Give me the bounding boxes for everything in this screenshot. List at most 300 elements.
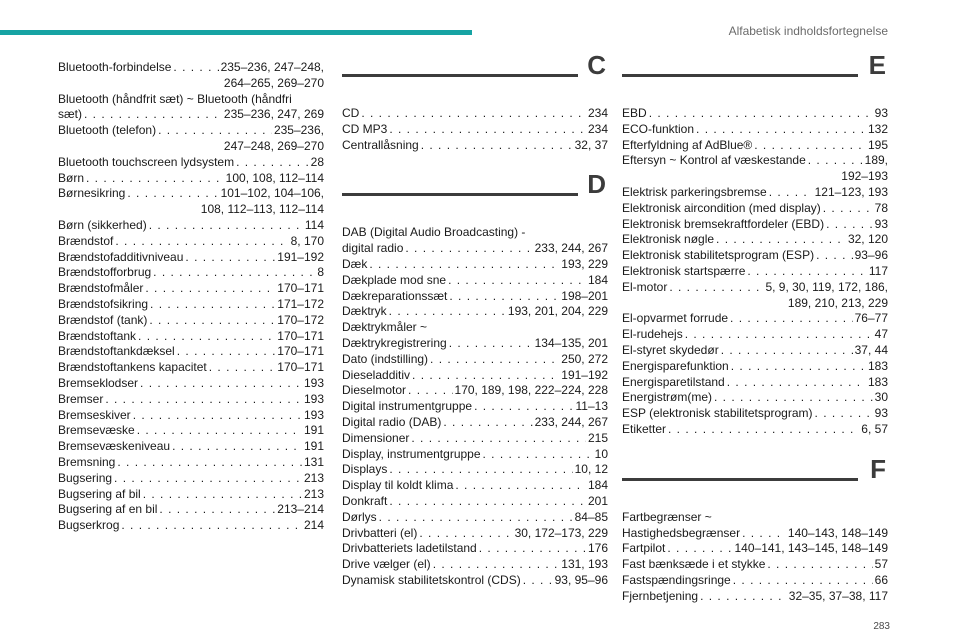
index-entry-line (342, 526, 608, 542)
leader-dots (474, 399, 573, 415)
letter-heading-rule (622, 478, 858, 481)
leader-dots (86, 171, 224, 187)
index-entry-term: CD (342, 106, 360, 120)
index-entry-line (58, 518, 324, 534)
index-entry-pages: 93 (874, 406, 888, 421)
index-entry (622, 573, 888, 589)
index-entry-pages: 32–35, 37–38, 117 (788, 588, 888, 603)
index-entry-pages: 213–214 (277, 502, 324, 517)
index-entry (342, 541, 608, 557)
index-entry-pages: 5, 9, 30, 119, 172, 186, (765, 279, 888, 294)
leader-dots (730, 311, 853, 327)
index-entry-pages: 8, 170 (290, 233, 324, 248)
index-entry-pages: 184 (587, 478, 608, 493)
index-entry-term: Display, instrumentgruppe (342, 446, 481, 461)
index-entry-line (58, 186, 324, 202)
index-entry-pages-continued: 192–193 (841, 169, 888, 184)
index-entry-line (58, 329, 324, 345)
index-entry-pages: 170–171 (277, 344, 324, 359)
index-entry-term: Bugsering (58, 470, 113, 485)
index-entry-pages: 233, 244, 267 (534, 414, 608, 429)
index-entry (622, 422, 888, 438)
header-accent-bar (0, 30, 472, 35)
leader-dots (716, 232, 846, 248)
leader-dots (700, 589, 787, 605)
index-entry-line (342, 241, 608, 257)
index-entry (58, 502, 324, 518)
leader-dots (389, 494, 586, 510)
index-entry-term-prefix: Bluetooth (håndfrit sæt) ~ Bluetooth (håndfri (58, 91, 292, 106)
index-entry-pages: 66 (874, 572, 888, 587)
leader-dots (685, 327, 873, 343)
index-entry-line (622, 375, 888, 391)
index-entry (342, 415, 608, 431)
index-entry-term: Digital instrumentgruppe (342, 399, 473, 414)
index-entry-pages: 213 (303, 470, 324, 485)
index-entry-line (58, 297, 324, 313)
index-entry-line (342, 494, 608, 510)
index-entry (58, 297, 324, 313)
index-entry-line (58, 123, 324, 139)
index-entry (342, 138, 608, 154)
index-entry-term: Brændstofadditivniveau (58, 249, 184, 264)
index-entry (622, 359, 888, 375)
index-entry-pages: 32, 37 (574, 137, 608, 152)
leader-dots (823, 201, 873, 217)
index-entry (58, 518, 324, 534)
section-gap (622, 438, 888, 466)
index-entry-term: Bremseklodser (58, 375, 139, 390)
index-entry-term: El-styret skydedør (622, 342, 719, 357)
index-entry-line (58, 455, 324, 471)
index-entry (58, 218, 324, 234)
letter-heading-rule (342, 74, 578, 77)
index-entry-term: Dynamisk stabilitetskontrol (CDS) (342, 572, 521, 587)
leader-dots (430, 352, 559, 368)
leader-dots (153, 265, 315, 281)
leader-dots (408, 383, 452, 399)
leader-dots (649, 106, 873, 122)
leader-dots (159, 502, 275, 518)
letter-heading-letter: C (587, 50, 606, 80)
leader-dots (815, 406, 873, 422)
index-entry-term: Brændstofmåler (58, 281, 144, 296)
leader-dots (747, 264, 866, 280)
index-entry-line (58, 360, 324, 376)
index-entry-term-prefix: Fartbegrænser ~ (622, 509, 712, 524)
index-entry (622, 106, 888, 122)
index-entry-term: Drivbatteri (el) (342, 525, 418, 540)
index-entry (58, 439, 324, 455)
index-entry-pages: 170–172 (277, 312, 324, 327)
index-entry (58, 487, 324, 503)
index-entry-line (58, 171, 324, 187)
index-entry-term: Brændstof (tank) (58, 312, 148, 327)
index-entry-pages: 37, 44 (854, 342, 888, 357)
index-entry-term: El-motor (622, 279, 668, 294)
index-entry-pages: 170–171 (277, 281, 324, 296)
index-entry-line (342, 431, 608, 447)
index-entry-line (342, 273, 608, 289)
index-entry-line (622, 264, 888, 280)
index-entry-pages: 189, (864, 153, 888, 168)
leader-dots (145, 281, 275, 297)
leader-dots (177, 344, 276, 360)
index-entry-term: Brændstoftank (58, 328, 137, 343)
index-entry-line (622, 232, 888, 248)
leader-dots (405, 241, 532, 257)
leader-dots (369, 257, 559, 273)
index-entry-pages: 234 (587, 106, 608, 120)
index-entry-line (622, 343, 888, 359)
index-entry-line (342, 289, 608, 305)
leader-dots (421, 138, 573, 154)
index-entry-term: Energistrøm(me) (622, 390, 713, 405)
leader-dots (667, 541, 732, 557)
index-entry-pages: 171–172 (277, 296, 324, 311)
index-entry-term: Dækplade mod sne (342, 272, 447, 287)
leader-dots (754, 138, 866, 154)
index-entry-line (58, 60, 324, 76)
leader-dots (158, 123, 272, 139)
index-entry (58, 92, 324, 124)
section-gap (342, 153, 608, 181)
index-entry-line (58, 408, 324, 424)
index-entry (622, 185, 888, 201)
index-entry-term: ECO-funktion (622, 121, 695, 136)
index-entry-pages: 121–123, 193 (814, 184, 888, 199)
leader-dots (389, 304, 506, 320)
index-entry-pages: 193 (303, 375, 324, 390)
index-entry-term: Brændstoftankdæksel (58, 344, 175, 359)
leader-dots (714, 390, 873, 406)
index-entry-pages: 93–96 (854, 248, 888, 263)
index-entry-term: Elektronisk stabilitetsprogram (ESP) (622, 248, 815, 263)
index-entry-term: Bremsevæskeniveau (58, 439, 171, 454)
index-entry (622, 201, 888, 217)
index-entry (622, 138, 888, 154)
index-entry-pages: 131, 193 (561, 557, 608, 572)
index-entry-term: digital radio (342, 241, 404, 256)
index-entry-line (622, 526, 888, 542)
leader-dots (696, 122, 866, 138)
index-entry-line (622, 311, 888, 327)
index-column-1 (58, 60, 324, 534)
index-entry-term: Drivbatteriets ladetilstand (342, 541, 477, 556)
index-entry-term: Bremser (58, 391, 104, 406)
leader-dots (361, 106, 586, 122)
index-entry-line (342, 336, 608, 352)
index-entry (622, 264, 888, 280)
leader-dots (443, 415, 532, 431)
index-entry-term: Dieselmotor (342, 383, 407, 398)
leader-dots (808, 153, 863, 169)
index-entry (622, 541, 888, 557)
index-entry-pages: 183 (867, 374, 888, 389)
index-entry-pages: 193, 229 (561, 256, 608, 271)
index-entry (622, 153, 888, 185)
index-entry-line (342, 462, 608, 478)
leader-dots (150, 297, 275, 313)
index-entry-term: Hastighedsbegrænser (622, 525, 741, 540)
index-entry (58, 281, 324, 297)
index-entry-line (342, 352, 608, 368)
index-entry-pages: 215 (587, 430, 608, 445)
leader-dots (127, 186, 218, 202)
index-entry-term: Drive vælger (el) (342, 557, 431, 572)
leader-dots (721, 343, 853, 359)
index-entry-line (58, 265, 324, 281)
index-entry-line (622, 122, 888, 138)
index-entry-pages: 233, 244, 267 (534, 241, 608, 256)
index-entry-pages: 176 (587, 541, 608, 556)
leader-dots (114, 471, 302, 487)
index-entry (342, 383, 608, 399)
index-entry-pages-continued: 108, 112–113, 112–114 (200, 202, 324, 217)
index-entry-pages: 11–13 (575, 399, 608, 414)
index-entry (622, 390, 888, 406)
index-entry-line (342, 138, 608, 154)
leader-dots (389, 462, 572, 478)
leader-dots (172, 439, 302, 455)
index-entry-pages: 47 (874, 327, 888, 342)
index-entry-line (58, 471, 324, 487)
index-entry (622, 327, 888, 343)
leader-dots (727, 375, 866, 391)
index-entry-pages: 134–135, 201 (534, 335, 608, 350)
index-entry-term-prefix: DAB (Digital Audio Broadcasting) - (342, 225, 526, 240)
index-entry-pages: 28 (310, 154, 324, 169)
index-entry-pages: 193 (303, 407, 324, 422)
index-entry-line (342, 106, 608, 122)
index-entry-line (622, 589, 888, 605)
index-entry (342, 573, 608, 589)
index-entry-pages: 193 (303, 391, 324, 406)
index-entry-pages: 191 (303, 439, 324, 454)
index-entry-term: Bremsevæske (58, 423, 135, 438)
index-entry-pages: 183 (867, 358, 888, 373)
index-entry (342, 257, 608, 273)
index-entry-term: Elektronisk nøgle (622, 232, 715, 247)
index-entry-term: Fjernbetjening (622, 588, 699, 603)
leader-dots (412, 368, 559, 384)
index-entry-pages: 235–236, 247, 269 (223, 107, 324, 122)
index-entry (58, 186, 324, 218)
letter-heading-letter: E (868, 50, 886, 80)
index-entry (342, 510, 608, 526)
leader-dots (816, 248, 853, 264)
index-entry-line (58, 376, 324, 392)
index-entry-line (622, 573, 888, 589)
index-entry-pages: 170–171 (277, 328, 324, 343)
leader-dots (149, 313, 275, 329)
index-entry-line (622, 106, 888, 122)
index-entry-line (342, 257, 608, 273)
leader-dots (121, 518, 302, 534)
index-entry (622, 232, 888, 248)
index-entry (342, 399, 608, 415)
index-entry (622, 375, 888, 391)
letter-heading (342, 50, 608, 100)
index-entry-pages: 184 (587, 272, 608, 287)
section-title: Alfabetisk indholdsfortegnelse (728, 24, 888, 38)
index-entry-term: Børn (sikkerhed) (58, 217, 147, 232)
index-entry-pages: 10, 12 (574, 462, 608, 477)
leader-dots (133, 408, 302, 424)
index-column-3 (622, 50, 888, 605)
index-entry-line (622, 557, 888, 573)
index-entry-term: Dato (indstilling) (342, 351, 429, 366)
leader-dots (105, 392, 302, 408)
index-entry-pages: 32, 120 (847, 232, 888, 247)
leader-dots (769, 185, 813, 201)
leader-dots (449, 289, 559, 305)
index-entry-pages: 234 (587, 121, 608, 136)
index-entry (58, 455, 324, 471)
leader-dots (209, 360, 276, 376)
index-entry-line (342, 478, 608, 494)
index-entry-pages: 76–77 (854, 311, 888, 326)
index-entry-term: Børnesikring (58, 186, 126, 201)
index-entry (58, 123, 324, 155)
index-entry (342, 320, 608, 352)
index-entry-term: Bugsering af bil (58, 486, 141, 501)
index-entry-line (342, 573, 608, 589)
letter-heading-rule (622, 74, 858, 77)
index-entry-term: Brændstofforbrug (58, 265, 152, 280)
index-entry-term: Donkraft (342, 493, 388, 508)
index-entry-line (342, 304, 608, 320)
index-entry-line (342, 447, 608, 463)
leader-dots (455, 478, 586, 494)
leader-dots (115, 234, 288, 250)
index-entry-term: Display til koldt klima (342, 478, 454, 493)
index-entry-line (58, 155, 324, 171)
leader-dots (742, 526, 786, 542)
index-entry-term: Etiketter (622, 421, 667, 436)
index-entry-term: Fartpilot (622, 541, 666, 556)
index-entry-term: sæt) (58, 107, 82, 122)
index-entry-pages: 84–85 (574, 509, 608, 524)
leader-dots (479, 541, 586, 557)
leader-dots (433, 557, 560, 573)
index-entry (622, 557, 888, 573)
index-entry (58, 392, 324, 408)
index-entry-pages: 117 (868, 263, 888, 278)
index-entry (622, 589, 888, 605)
index-entry (342, 557, 608, 573)
index-entry (342, 368, 608, 384)
index-entry-pages: 57 (874, 557, 888, 572)
leader-dots (731, 359, 866, 375)
leader-dots (389, 122, 586, 138)
index-entry-term: Dæktrykregistrering (342, 335, 447, 350)
index-entry-term: Eftersyn ~ Kontrol af væskestande (622, 153, 806, 168)
index-entry (622, 406, 888, 422)
index-entry (342, 273, 608, 289)
index-entry-term: Dieseladditiv (342, 367, 411, 382)
index-entry-pages: 191–192 (277, 249, 324, 264)
index-entry (342, 304, 608, 320)
leader-dots (668, 422, 859, 438)
leader-dots (138, 329, 275, 345)
index-entry (58, 471, 324, 487)
index-entry (342, 526, 608, 542)
leader-dots (669, 280, 763, 296)
index-entry (58, 344, 324, 360)
index-entry (342, 478, 608, 494)
index-entry-pages: 235–236, 247–248, (220, 60, 324, 74)
index-entry-pages-continued: 247–248, 269–270 (223, 138, 324, 153)
index-entry (58, 250, 324, 266)
index-entry-pages: 201 (587, 493, 608, 508)
index-entry-line (58, 313, 324, 329)
index-entry (342, 447, 608, 463)
leader-dots (137, 423, 302, 439)
index-entry-pages: 195 (867, 137, 888, 152)
index-entry-term: CD MP3 (342, 121, 388, 136)
leader-dots (236, 155, 309, 171)
leader-dots (149, 218, 303, 234)
index-entry-pages: 93, 95–96 (554, 572, 608, 587)
index-entry-pages: 131 (303, 454, 324, 469)
index-entry-line (58, 392, 324, 408)
index-entry-line (622, 422, 888, 438)
leader-dots (84, 107, 222, 123)
index-entry-term: ESP (elektronisk stabilitetsprogram) (622, 406, 813, 421)
index-entry-term: Bugsering af en bil (58, 502, 158, 517)
index-entry-term: Dørlys (342, 509, 377, 524)
index-entry-line (58, 234, 324, 250)
index-entry-line (622, 138, 888, 154)
index-entry-pages: 114 (304, 217, 324, 232)
index-entry-pages: 214 (303, 518, 324, 533)
index-entry-term: Børn (58, 170, 85, 185)
index-entry (58, 234, 324, 250)
index-entry-term: Energisparetilstand (622, 374, 725, 389)
letter-heading-letter: D (587, 169, 606, 200)
leader-dots (523, 573, 553, 589)
index-entry-line (342, 399, 608, 415)
index-entry-pages-continued: 189, 210, 213, 229 (787, 295, 888, 310)
index-entry-term-prefix: Dæktrykmåler ~ (342, 320, 428, 335)
index-entry (342, 431, 608, 447)
index-entry-line (622, 280, 888, 296)
index-entry-term: Efterfyldning af AdBlue® (622, 137, 753, 152)
leader-dots (173, 60, 218, 76)
index-entry-term: Bluetooth-forbindelse (58, 60, 172, 74)
index-entry-term: Energisparefunktion (622, 358, 729, 373)
index-entry-pages-continued: 264–265, 269–270 (223, 75, 324, 90)
index-entry-term: Fastspændingsringe (622, 572, 731, 587)
index-entry-line (622, 359, 888, 375)
index-entry-term: Brændstof (58, 233, 114, 248)
index-entry-term: Brændstofsikring (58, 296, 149, 311)
index-entry-line (342, 383, 608, 399)
index-entry (622, 217, 888, 233)
index-entry-line (342, 510, 608, 526)
index-entry (342, 106, 608, 122)
index-entry-term: Digital radio (DAB) (342, 414, 442, 429)
index-entry-line (58, 281, 324, 297)
index-entry (342, 494, 608, 510)
leader-dots (483, 447, 593, 463)
index-entry-line (58, 423, 324, 439)
index-entry (58, 313, 324, 329)
index-entry-term: Bluetooth touchscreen lydsystem (58, 154, 235, 169)
index-entry-line (622, 185, 888, 201)
index-entry (58, 376, 324, 392)
